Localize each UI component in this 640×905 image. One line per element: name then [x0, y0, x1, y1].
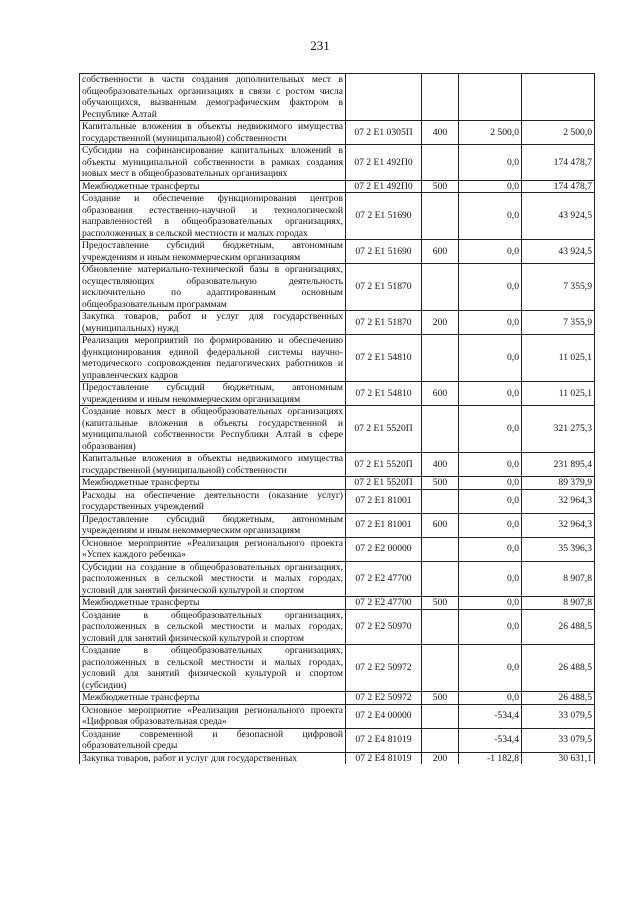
row-change-cell: 0,0	[459, 382, 522, 406]
row-total-cell: 321 275,3	[522, 406, 595, 453]
row-total-cell: 174 478,7	[522, 145, 595, 181]
row-name-cell: Субсидии на софинансирование капитальных вложений в объекты муниципальной собственности в рамках создания новых мест в общеобразовательных организациях	[80, 145, 346, 181]
row-change-cell: 0,0	[459, 561, 522, 597]
table-row	[80, 382, 595, 406]
row-change-cell: 0,0	[459, 453, 522, 477]
row-expense-type-cell	[422, 489, 459, 513]
row-code-cell: 07 2 E2 50972	[346, 692, 422, 705]
row-change-cell: 0,0	[459, 537, 522, 561]
row-total-cell: 26 488,5	[522, 609, 595, 645]
row-total-cell: 30 631,1	[522, 752, 595, 764]
row-name-cell: Обновление материально-технической базы в организациях, осуществляющих образовательную деятельность исключительно по адаптированным основным общеобразовательным программам	[80, 264, 346, 311]
row-code-cell: 07 2 E1 51870	[346, 311, 422, 335]
row-total-cell: 43 924,5	[522, 240, 595, 264]
row-name-cell: Межбюджетные трансферты	[80, 597, 346, 610]
table-row	[80, 537, 595, 561]
row-expense-type-cell	[422, 561, 459, 597]
row-name-cell: Основное мероприятие «Реализация регионального проекта «Цифровая образовательная среда»	[80, 704, 346, 728]
row-change-cell: 0,0	[459, 406, 522, 453]
row-expense-type-cell: 200	[422, 752, 459, 764]
row-code-cell: 07 2 E1 81001	[346, 489, 422, 513]
row-name-cell: Основное мероприятие «Реализация регионального проекта «Успех каждого ребенка»	[80, 537, 346, 561]
row-name-cell: Предоставление субсидий бюджетным, автономным учреждениям и иным некоммерческим организациям	[80, 513, 346, 537]
row-expense-type-cell: 600	[422, 240, 459, 264]
row-change-cell	[459, 74, 522, 121]
table-row	[80, 121, 595, 145]
row-change-cell: 0,0	[459, 645, 522, 692]
row-expense-type-cell	[422, 645, 459, 692]
row-name-cell: Расходы на обеспечение деятельности (оказание услуг) государственных учреждений	[80, 489, 346, 513]
row-code-cell: 07 2 E1 492П0	[346, 180, 422, 193]
row-total-cell: 33 079,5	[522, 704, 595, 728]
table-row	[80, 453, 595, 477]
table-row	[80, 752, 595, 764]
table-row	[80, 264, 595, 311]
row-name-cell: Предоставление субсидий бюджетным, автономным учреждениям и иным некоммерческим организациям	[80, 240, 346, 264]
row-code-cell: 07 2 E1 51870	[346, 264, 422, 311]
row-code-cell: 07 2 E2 47700	[346, 561, 422, 597]
table-row	[80, 692, 595, 705]
row-change-cell: 2 500,0	[459, 121, 522, 145]
row-name-cell: Капитальные вложения в объекты недвижимого имущества государственной (муниципальной) собственности	[80, 453, 346, 477]
table-row	[80, 609, 595, 645]
row-code-cell: 07 2 E1 5520П	[346, 406, 422, 453]
row-name-cell: Закупка товаров, работ и услуг для государственных	[80, 752, 346, 764]
row-name-cell: Межбюджетные трансферты	[80, 477, 346, 490]
row-code-cell: 07 2 E4 81019	[346, 752, 422, 764]
row-name-cell: Создание новых мест в общеобразовательных организациях (капитальные вложения в объекты государственной и муниципальной собственности Республики Алтай в сфере образования)	[80, 406, 346, 453]
row-total-cell: 11 025,1	[522, 335, 595, 382]
row-total-cell: 33 079,5	[522, 728, 595, 752]
row-code-cell: 07 2 E4 00000	[346, 704, 422, 728]
row-code-cell: 07 2 E1 54810	[346, 382, 422, 406]
row-name-cell: Капитальные вложения в объекты недвижимого имущества государственной (муниципальной) собственности	[80, 121, 346, 145]
row-change-cell: 0,0	[459, 597, 522, 610]
row-code-cell: 07 2 E2 50972	[346, 645, 422, 692]
row-name-cell: Закупка товаров, работ и услуг для государственных (муниципальных) нужд	[80, 311, 346, 335]
row-expense-type-cell: 400	[422, 453, 459, 477]
row-expense-type-cell: 500	[422, 477, 459, 490]
row-name-cell: Субсидии на создание в общеобразовательных организациях, расположенных в сельской местности и малых городах, условий для занятий физической культурой и спортом	[80, 561, 346, 597]
row-name-cell: Реализация мероприятий по формированию и обеспечению функционирования единой федеральной системы научно-методического сопровождения педагогических работников и управленческих кадров	[80, 335, 346, 382]
row-code-cell: 07 2 E1 5520П	[346, 477, 422, 490]
row-change-cell: 0,0	[459, 240, 522, 264]
row-change-cell: 0,0	[459, 489, 522, 513]
table-row	[80, 145, 595, 181]
row-total-cell: 7 355,9	[522, 311, 595, 335]
row-change-cell: 0,0	[459, 193, 522, 240]
row-change-cell: -1 182,8	[459, 752, 522, 764]
row-expense-type-cell: 500	[422, 692, 459, 705]
table-row	[80, 335, 595, 382]
row-expense-type-cell: 200	[422, 311, 459, 335]
row-name-cell: Межбюджетные трансферты	[80, 692, 346, 705]
row-code-cell: 07 2 E1 0305П	[346, 121, 422, 145]
row-total-cell: 2 500,0	[522, 121, 595, 145]
row-expense-type-cell	[422, 264, 459, 311]
row-change-cell: 0,0	[459, 145, 522, 181]
table-row	[80, 193, 595, 240]
table-row	[80, 597, 595, 610]
row-total-cell: 8 907,8	[522, 597, 595, 610]
row-change-cell: 0,0	[459, 477, 522, 490]
page-number: 231	[310, 38, 330, 53]
row-change-cell: 0,0	[459, 609, 522, 645]
row-expense-type-cell: 500	[422, 597, 459, 610]
row-total-cell: 35 396,3	[522, 537, 595, 561]
row-change-cell: 0,0	[459, 692, 522, 705]
row-total-cell: 7 355,9	[522, 264, 595, 311]
row-total-cell	[522, 74, 595, 121]
row-code-cell: 07 2 E2 47700	[346, 597, 422, 610]
row-total-cell: 231 895,4	[522, 453, 595, 477]
row-change-cell: 0,0	[459, 311, 522, 335]
row-name-cell: Создание в общеобразовательных организациях, расположенных в сельской местности и малых городах, условий для занятий физической культурой и спортом	[80, 609, 346, 645]
row-change-cell: 0,0	[459, 180, 522, 193]
table-row	[80, 74, 595, 121]
table-row	[80, 311, 595, 335]
table-row	[80, 704, 595, 728]
table-row	[80, 240, 595, 264]
row-expense-type-cell	[422, 704, 459, 728]
row-code-cell: 07 2 E2 50970	[346, 609, 422, 645]
row-change-cell: 0,0	[459, 264, 522, 311]
table-row	[80, 728, 595, 752]
row-total-cell: 8 907,8	[522, 561, 595, 597]
table-row	[80, 645, 595, 692]
row-expense-type-cell	[422, 406, 459, 453]
row-total-cell: 32 964,3	[522, 489, 595, 513]
row-name-cell: Предоставление субсидий бюджетным, автономным учреждениям и иным некоммерческим организациям	[80, 382, 346, 406]
row-total-cell: 26 488,5	[522, 645, 595, 692]
row-change-cell: -534,4	[459, 704, 522, 728]
row-name-cell: Межбюджетные трансферты	[80, 180, 346, 193]
row-name-cell: Создание и обеспечение функционирования центров образования естественно-научной и технологической направленностей в общеобразовательных организациях, расположенных в сельской местности и малых городах	[80, 193, 346, 240]
row-expense-type-cell: 400	[422, 121, 459, 145]
table-row	[80, 489, 595, 513]
row-code-cell: 07 2 E1 51690	[346, 193, 422, 240]
row-total-cell: 174 478,7	[522, 180, 595, 193]
budget-table	[79, 73, 595, 764]
row-expense-type-cell	[422, 609, 459, 645]
row-code-cell: 07 2 E4 81019	[346, 728, 422, 752]
row-expense-type-cell	[422, 193, 459, 240]
row-expense-type-cell	[422, 335, 459, 382]
row-expense-type-cell: 600	[422, 513, 459, 537]
row-code-cell	[346, 74, 422, 121]
row-total-cell: 43 924,5	[522, 193, 595, 240]
row-total-cell: 26 488,5	[522, 692, 595, 705]
row-change-cell: -534,4	[459, 728, 522, 752]
row-total-cell: 11 025,1	[522, 382, 595, 406]
row-code-cell: 07 2 E1 81001	[346, 513, 422, 537]
row-name-cell: собственности в части создания дополнительных мест в общеобразовательных организациях в связи с ростом числа обучающихся, вызванным демографическим фактором в Республике Алтай	[80, 74, 346, 121]
row-code-cell: 07 2 E1 51690	[346, 240, 422, 264]
table-row	[80, 561, 595, 597]
table-row	[80, 513, 595, 537]
row-expense-type-cell	[422, 537, 459, 561]
row-expense-type-cell: 600	[422, 382, 459, 406]
table-row	[80, 180, 595, 193]
table-row	[80, 406, 595, 453]
row-expense-type-cell	[422, 74, 459, 121]
row-change-cell: 0,0	[459, 513, 522, 537]
row-total-cell: 32 964,3	[522, 513, 595, 537]
row-name-cell: Создание современной и безопасной цифровой образовательной среды	[80, 728, 346, 752]
row-code-cell: 07 2 E1 5520П	[346, 453, 422, 477]
row-expense-type-cell	[422, 728, 459, 752]
budget-table-body	[80, 74, 595, 765]
table-row	[80, 477, 595, 490]
row-code-cell: 07 2 E1 492П0	[346, 145, 422, 181]
row-change-cell: 0,0	[459, 335, 522, 382]
row-code-cell: 07 2 E2 00000	[346, 537, 422, 561]
row-expense-type-cell	[422, 145, 459, 181]
row-name-cell: Создание в общеобразовательных организациях, расположенных в сельской местности и малых городах, условий для занятий физической культурой и спортом (субсидии)	[80, 645, 346, 692]
row-total-cell: 89 379,9	[522, 477, 595, 490]
row-expense-type-cell: 500	[422, 180, 459, 193]
row-code-cell: 07 2 E1 54810	[346, 335, 422, 382]
